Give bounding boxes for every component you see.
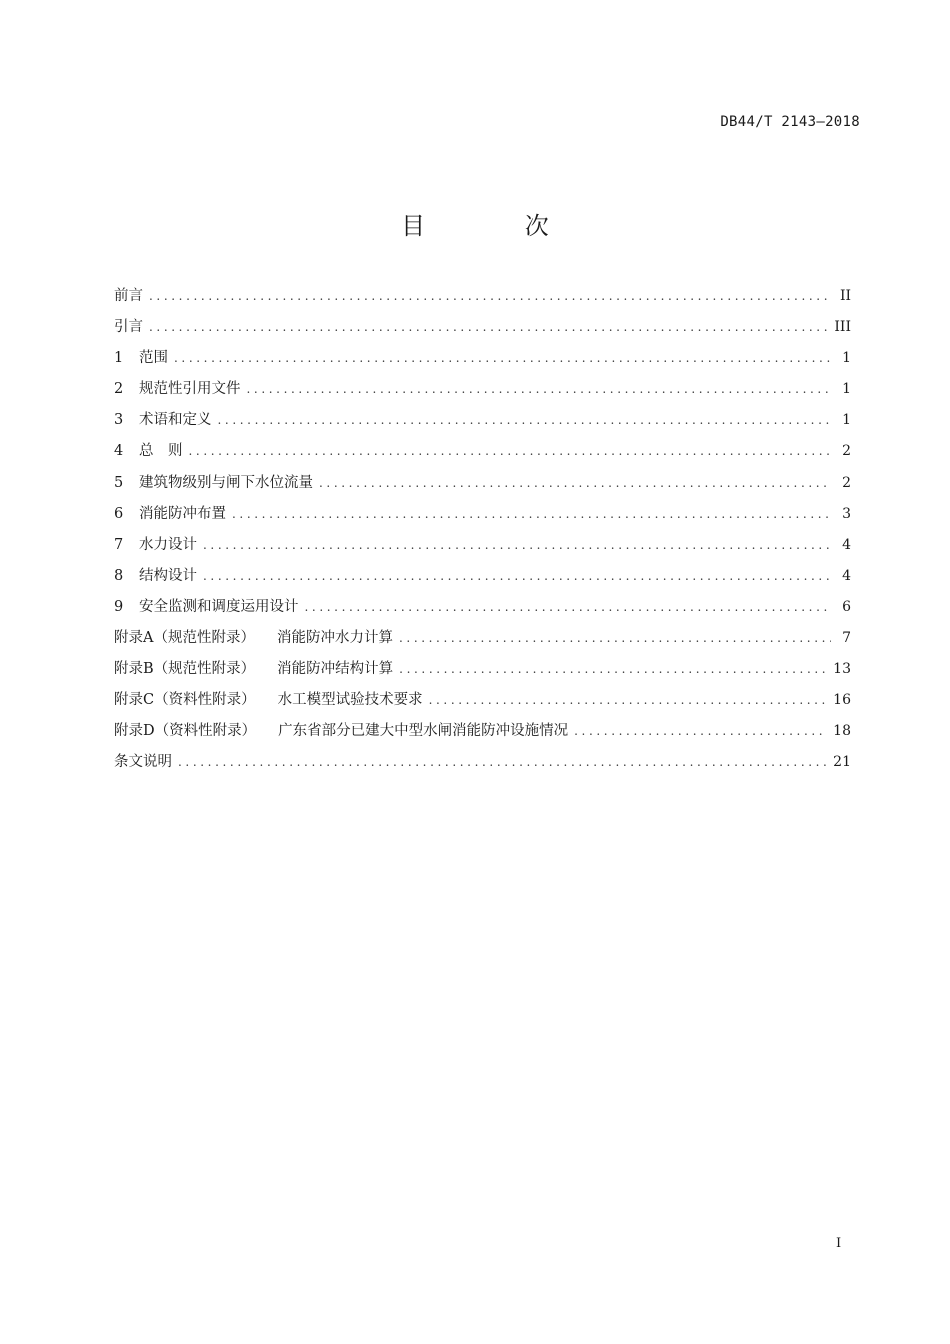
table-of-contents (114, 284, 851, 782)
toc-entry-label: 引言 (114, 319, 143, 336)
toc-entry-page: 1 (842, 381, 851, 398)
toc-entry[interactable] (114, 564, 851, 595)
toc-leader-dots (305, 600, 832, 614)
toc-entry-number: 7 (114, 536, 124, 553)
toc-appendix-prefix: 附录B（规范性附录） (114, 661, 256, 678)
toc-entry[interactable] (114, 719, 851, 750)
toc-leader-dots (574, 724, 827, 738)
toc-entry[interactable] (114, 346, 851, 377)
toc-entry-page: 2 (842, 443, 851, 460)
toc-entry-page: 1 (842, 350, 851, 367)
toc-appendix-prefix: 附录C（资料性附录） (114, 692, 256, 709)
toc-entry[interactable] (114, 471, 851, 502)
toc-entry-number: 3 (114, 412, 124, 429)
toc-leader-dots (247, 382, 832, 396)
toc-entry-label: 8 结构设计 (114, 567, 197, 584)
toc-entry-label: 6 消能防冲布置 (114, 505, 226, 522)
toc-leader-dots (203, 538, 831, 552)
toc-entry[interactable] (114, 284, 851, 315)
toc-entry-label: 附录C（资料性附录） 水工模型试验技术要求 (114, 688, 423, 709)
toc-entry-label: 4 总 则 (114, 443, 183, 460)
toc-leader-dots (218, 413, 832, 427)
toc-entry-number: 9 (114, 598, 124, 615)
toc-entry-label: 前言 (114, 288, 143, 304)
document-code: DB44/T 2143—2018 (720, 114, 860, 130)
toc-entry[interactable] (114, 315, 851, 346)
toc-leader-dots (149, 320, 828, 334)
toc-entry[interactable] (114, 688, 851, 719)
toc-leader-dots (399, 662, 827, 676)
toc-appendix-prefix: 附录A（规范性附录） (114, 630, 255, 647)
toc-leader-dots (174, 351, 831, 365)
toc-entry[interactable] (114, 439, 851, 470)
page-number: I (836, 1236, 842, 1251)
toc-entry[interactable] (114, 657, 851, 688)
toc-entry-label: 7 水力设计 (114, 536, 197, 553)
toc-entry-number: 2 (114, 381, 124, 398)
toc-entry-page: 1 (842, 412, 851, 429)
toc-entry-label: 附录D（资料性附录） 广东省部分已建大中型水闸消能防冲设施情况 (114, 719, 568, 740)
toc-entry[interactable] (114, 626, 851, 657)
toc-entry-number: 6 (114, 505, 124, 522)
toc-entry-number: 1 (114, 350, 124, 367)
toc-entry-page: II (839, 288, 851, 304)
toc-entry-number: 4 (114, 443, 124, 460)
toc-leader-dots (319, 476, 831, 490)
toc-entry[interactable] (114, 502, 851, 533)
toc-entry-label: 1 范围 (114, 350, 168, 367)
toc-leader-dots (178, 755, 827, 769)
toc-entry-page: 4 (842, 536, 851, 553)
toc-entry-page: 16 (833, 692, 851, 709)
toc-leader-dots (189, 444, 832, 458)
toc-entry-page: 3 (842, 505, 851, 522)
toc-entry-page: 2 (842, 474, 851, 491)
toc-leader-dots (429, 693, 828, 707)
toc-entry-page: 7 (842, 630, 851, 647)
toc-entry[interactable] (114, 408, 851, 439)
toc-entry[interactable] (114, 595, 851, 626)
toc-entry-page: 21 (833, 754, 851, 771)
toc-entry[interactable] (114, 533, 851, 564)
toc-entry-label: 3 术语和定义 (114, 412, 212, 429)
toc-entry-page: 6 (842, 598, 851, 615)
toc-entry-page: 4 (842, 567, 851, 584)
toc-entry-page: 13 (833, 661, 851, 678)
toc-entry-number: 8 (114, 567, 124, 584)
toc-leader-dots (203, 569, 831, 583)
toc-entry-number: 5 (114, 474, 124, 491)
toc-entry-label: 2 规范性引用文件 (114, 381, 241, 398)
toc-entry[interactable] (114, 377, 851, 408)
toc-leader-dots (149, 289, 831, 303)
toc-entry-label: 条文说明 (114, 754, 172, 771)
toc-leader-dots (232, 507, 831, 521)
toc-entry-label: 附录B（规范性附录） 消能防冲结构计算 (114, 657, 393, 678)
toc-entry[interactable] (114, 750, 851, 781)
page-title: 目 次 (401, 212, 595, 240)
toc-leader-dots (399, 631, 831, 645)
toc-entry-label: 9 安全监测和调度运用设计 (114, 598, 299, 615)
toc-entry-label: 5 建筑物级别与闸下水位流量 (114, 474, 313, 491)
toc-entry-label: 附录A（规范性附录） 消能防冲水力计算 (114, 626, 393, 647)
toc-entry-page: III (834, 319, 851, 336)
toc-entry-page: 18 (833, 723, 851, 740)
toc-appendix-prefix: 附录D（资料性附录） (114, 723, 257, 740)
